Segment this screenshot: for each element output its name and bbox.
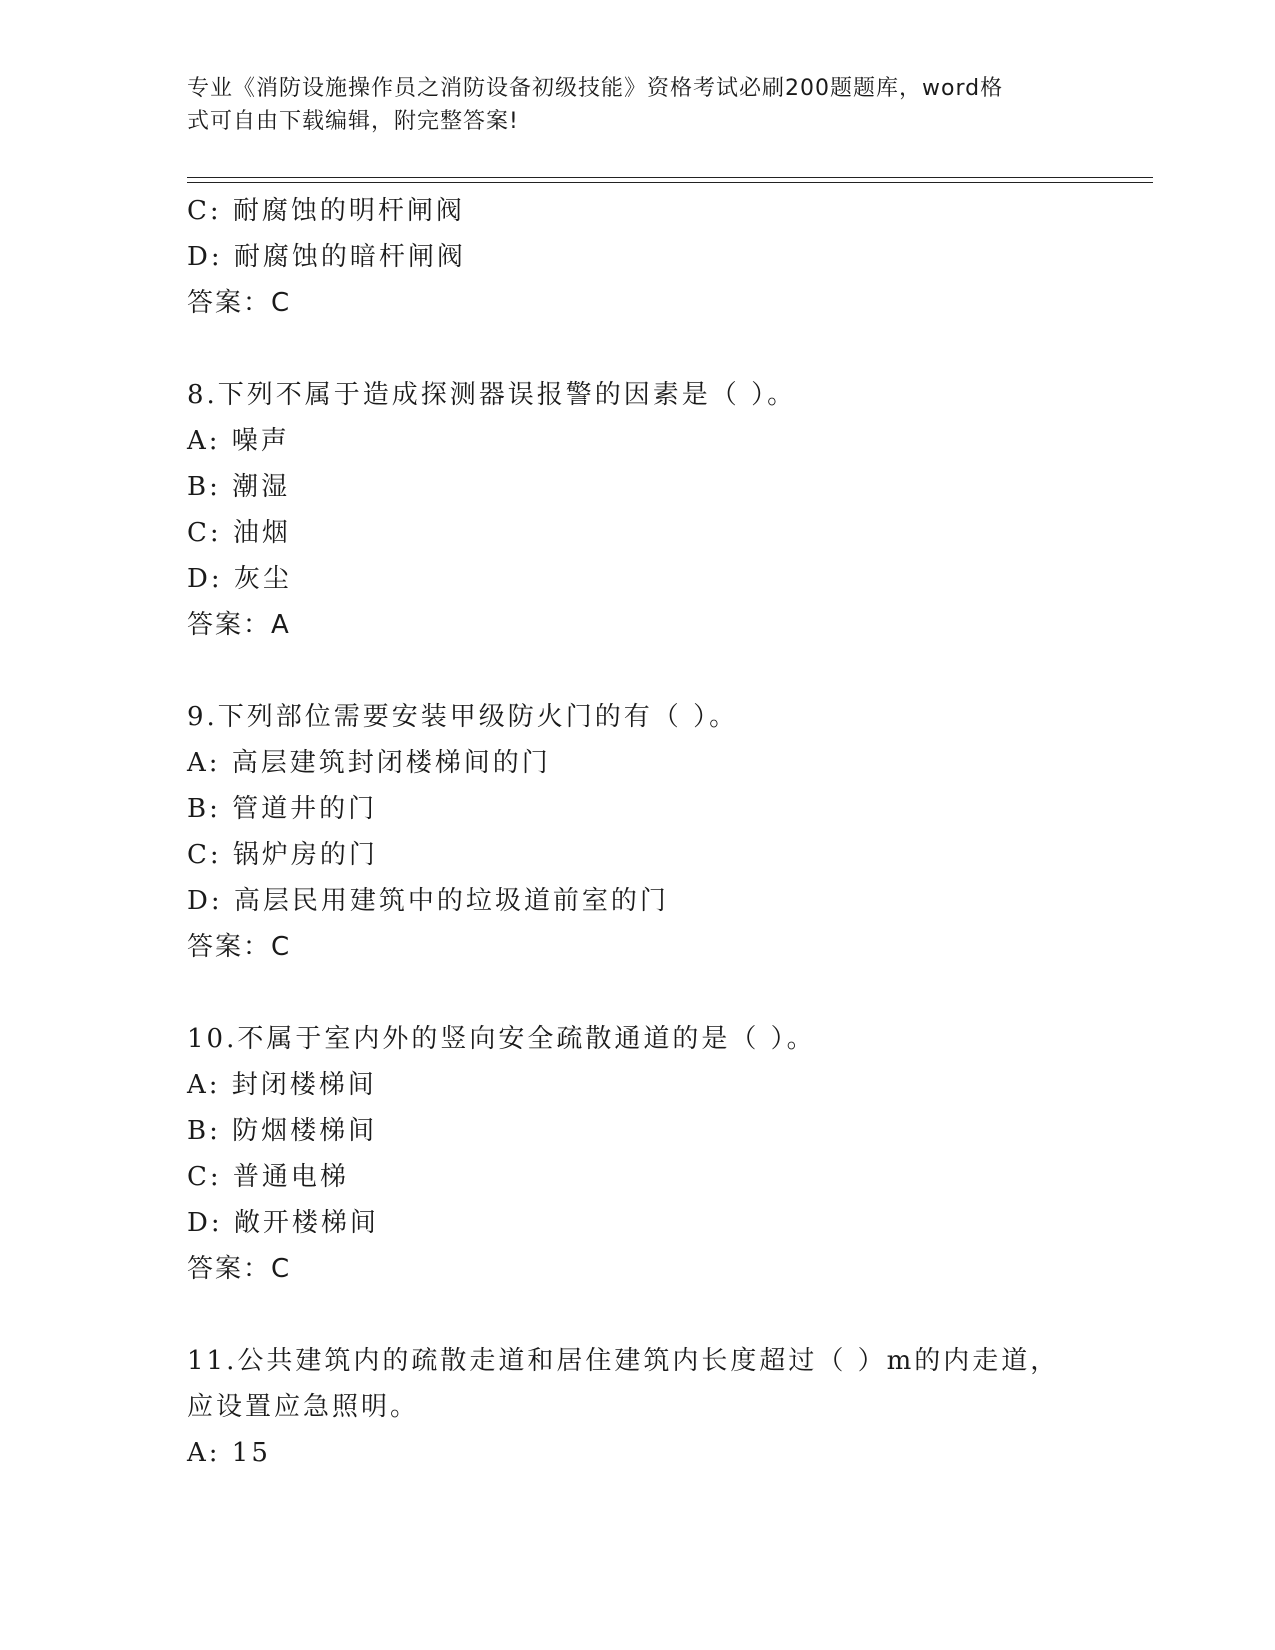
option-c: C: 锅炉房的门 bbox=[187, 840, 378, 870]
option-a: A: 噪声 bbox=[187, 426, 290, 456]
option-c: C: 油烟 bbox=[187, 518, 291, 548]
question-10 bbox=[187, 1016, 1087, 1292]
option-d: D: 高层民用建筑中的垃圾道前室的门 bbox=[187, 886, 669, 916]
answer: 答案：A bbox=[187, 610, 291, 640]
option-b: B: 潮湿 bbox=[187, 472, 291, 502]
header-rule-bottom bbox=[187, 182, 1153, 183]
question-7-tail bbox=[187, 188, 1087, 326]
question-8 bbox=[187, 372, 1087, 648]
header-line-2: 式可自由下载编辑，附完整答案! bbox=[187, 109, 519, 134]
question-9 bbox=[187, 694, 1087, 970]
option-a: A: 封闭楼梯间 bbox=[187, 1070, 377, 1100]
header-line-1: 专业《消防设施操作员之消防设备初级技能》资格考试必刷200题题库，word格 bbox=[187, 76, 1004, 101]
option-b: B: 管道井的门 bbox=[187, 794, 378, 824]
question-text-line-2: 应设置应急照明。 bbox=[187, 1392, 420, 1422]
question-list bbox=[187, 188, 1087, 1476]
document-header bbox=[187, 72, 1067, 138]
spacer bbox=[187, 1292, 1087, 1338]
question-text: 9.下列部位需要安装甲级防火门的有（ ）。 bbox=[187, 702, 739, 732]
answer: 答案：C bbox=[187, 932, 292, 962]
option-d: D: 耐腐蚀的暗杆闸阀 bbox=[187, 242, 466, 272]
question-text-line-1: 11.公共建筑内的疏散走道和居住建筑内长度超过（ ）m的内走道， bbox=[187, 1346, 1060, 1376]
answer: 答案：C bbox=[187, 288, 292, 318]
spacer bbox=[187, 970, 1087, 1016]
option-d: D: 灰尘 bbox=[187, 564, 292, 594]
question-text: 8.下列不属于造成探测器误报警的因素是（ ）。 bbox=[187, 380, 797, 410]
option-c: C: 耐腐蚀的明杆闸阀 bbox=[187, 196, 465, 226]
question-text: 10.不属于室内外的竖向安全疏散通道的是（ ）。 bbox=[187, 1024, 816, 1054]
header-rule-top bbox=[187, 177, 1153, 178]
option-a: A: 高层建筑封闭楼梯间的门 bbox=[187, 748, 551, 778]
option-a: A: 15 bbox=[187, 1438, 271, 1468]
option-d: D: 敞开楼梯间 bbox=[187, 1208, 379, 1238]
option-c: C: 普通电梯 bbox=[187, 1162, 349, 1192]
spacer bbox=[187, 326, 1087, 372]
option-b: B: 防烟楼梯间 bbox=[187, 1116, 378, 1146]
spacer bbox=[187, 648, 1087, 694]
answer: 答案：C bbox=[187, 1254, 292, 1284]
question-11 bbox=[187, 1338, 1087, 1476]
